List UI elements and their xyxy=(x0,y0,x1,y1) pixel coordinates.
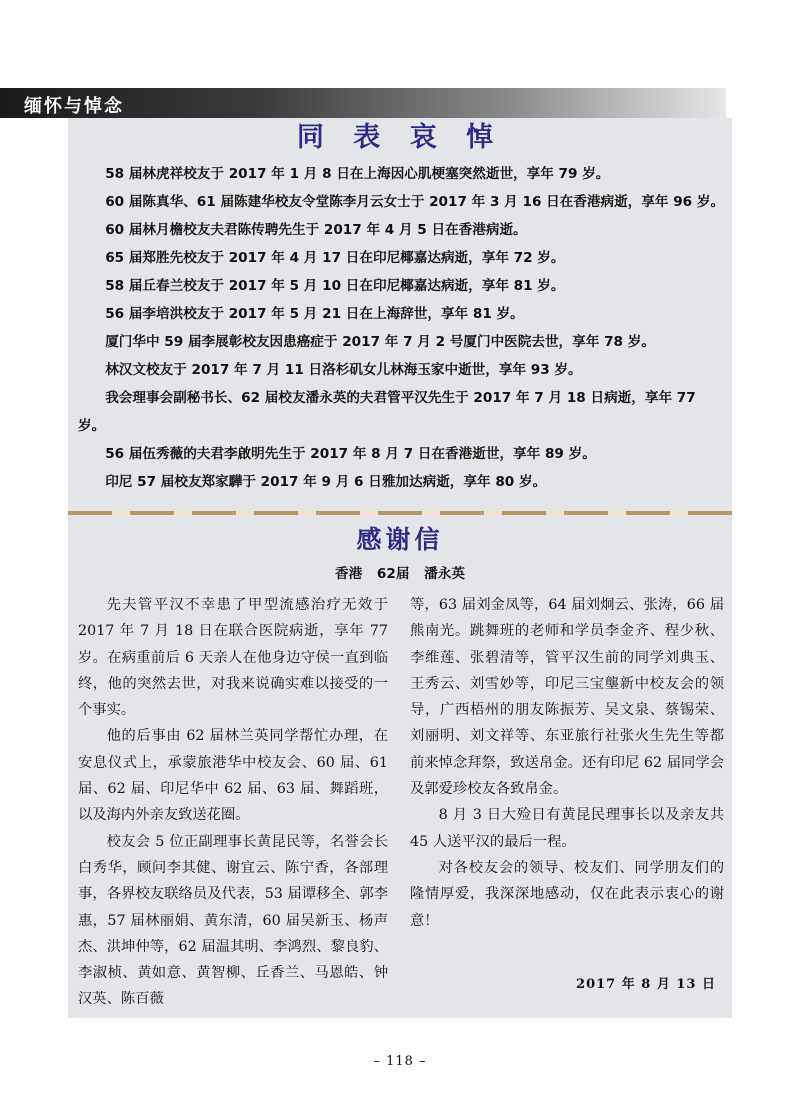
letter-column-right xyxy=(410,592,724,934)
letter-paragraph: 8 月 3 日大殓日有黄昆民理事长以及亲友共 45 人送平汉的最后一程。 xyxy=(410,807,724,850)
letter-date: 2017 年 8 月 13 日 xyxy=(576,977,716,992)
obituary-entry: 厦门华中 59 届李展彰校友因患癌症于 2017 年 7 月 2 号厦门中医院去世，享年 78 岁。 xyxy=(105,334,655,350)
obituary-title: 同 表 哀 悼 xyxy=(296,122,504,153)
letter-paragraph: 先夫管平汉不幸患了甲型流感治疗无效于 2017 年 7 月 18 日在联合医院病逝，享年 77 岁。在病重前后 6 天亲人在他身边守侯一直到临终，他的突然去世，对我来说确实难以接受的一个事实。 xyxy=(78,597,388,719)
letter-paragraph: 校友会 5 位正副理事长黄昆民等，名誉会长白秀华，顾问李其健、谢宜云、陈宁香，各部理事，各界校友联络员及代表，53 届谭移全、郭李惠，57 届林丽娟、黄东清，60 届吴新玉、杨声杰、洪坤仲等，62 届温其明、李鸿烈、黎良豹、李淑桢、黄如意、黄智柳、丘香兰、马恩皓、钟汉英、陈百薇 xyxy=(78,833,388,1008)
letter-paragraph: 对各校友会的领导、校友们、同学朋友们的隆情厚爱，我深深地感动，仅在此表示衷心的谢意！ xyxy=(410,859,724,929)
obituary-entry: 56 届伍秀薇的夫君李啟明先生于 2017 年 8 月 7 日在香港逝世，享年 89 岁。 xyxy=(105,446,596,462)
obituary-entry: 我会理事会副秘书长、62 届校友潘永英的夫君管平汉先生于 2017 年 7 月 18 日病逝，享年 77 岁。 xyxy=(78,390,696,434)
letter-column-left xyxy=(78,592,388,1013)
letter-title: 感谢信 xyxy=(356,525,444,554)
obituary-entry: 58 届丘春兰校友于 2017 年 5 月 10 日在印尼椰嘉达病逝，享年 81 岁。 xyxy=(105,278,565,294)
section-header-bar xyxy=(0,88,726,118)
letter-author: 香港 62届 潘永英 xyxy=(335,566,465,582)
letter-paragraph-continued: 等，63 届刘金凤等，64 届刘炯云、张涛，66 届熊南光。跳舞班的老师和学员李金齐、程少秋、李维莲、张碧清等，管平汉生前的同学刘典玉、王秀云、刘雪妙等，印尼三宝壟新中校友会的领导，广西梧州的朋友陈振芳、吴文泉、蔡锡荣、刘丽明、刘文祥等、东亚旅行社张火生先生等都前来悼念拜祭，致送帛金。还有印尼 62 届同学会及郭爱珍校友各致帛金。 xyxy=(410,597,724,798)
page-number: – 118 – xyxy=(373,1054,427,1069)
letter-paragraph: 他的后事由 62 届林兰英同学帮忙办理，在安息仪式上，承蒙旅港华中校友会、60 届、61 届、62 届、印尼华中 62 届、63 届、舞蹈班，以及海内外亲友致送花圈。 xyxy=(78,728,388,824)
obituary-entry: 65 届郑胜先校友于 2017 年 4 月 17 日在印尼椰嘉达病逝，享年 72 岁。 xyxy=(105,250,565,266)
obituary-entry: 印尼 57 届校友郑家驊于 2017 年 9 月 6 日雅加达病逝，享年 80 岁。 xyxy=(105,474,547,490)
obituary-entry: 60 届陈真华、61 届陈建华校友令堂陈李月云女士于 2017 年 3 月 16 日在香港病逝，享年 96 岁。 xyxy=(105,194,725,210)
obituary-list xyxy=(78,160,726,496)
section-title: 缅怀与悼念 xyxy=(24,96,124,117)
obituary-entry: 58 届林虎祥校友于 2017 年 1 月 8 日在上海因心肌梗塞突然逝世，享年 79 岁。 xyxy=(105,166,610,182)
obituary-entry: 林汉文校友于 2017 年 7 月 11 日洛杉矶女儿林海玉家中逝世，享年 93 岁。 xyxy=(105,362,582,378)
obituary-entry: 56 届李培洪校友于 2017 年 5 月 21 日在上海辞世，享年 81 岁。 xyxy=(105,306,524,322)
section-divider xyxy=(68,511,732,515)
obituary-entry: 60 届林月檐校友夫君陈传聘先生于 2017 年 4 月 5 日在香港病逝。 xyxy=(105,222,527,238)
